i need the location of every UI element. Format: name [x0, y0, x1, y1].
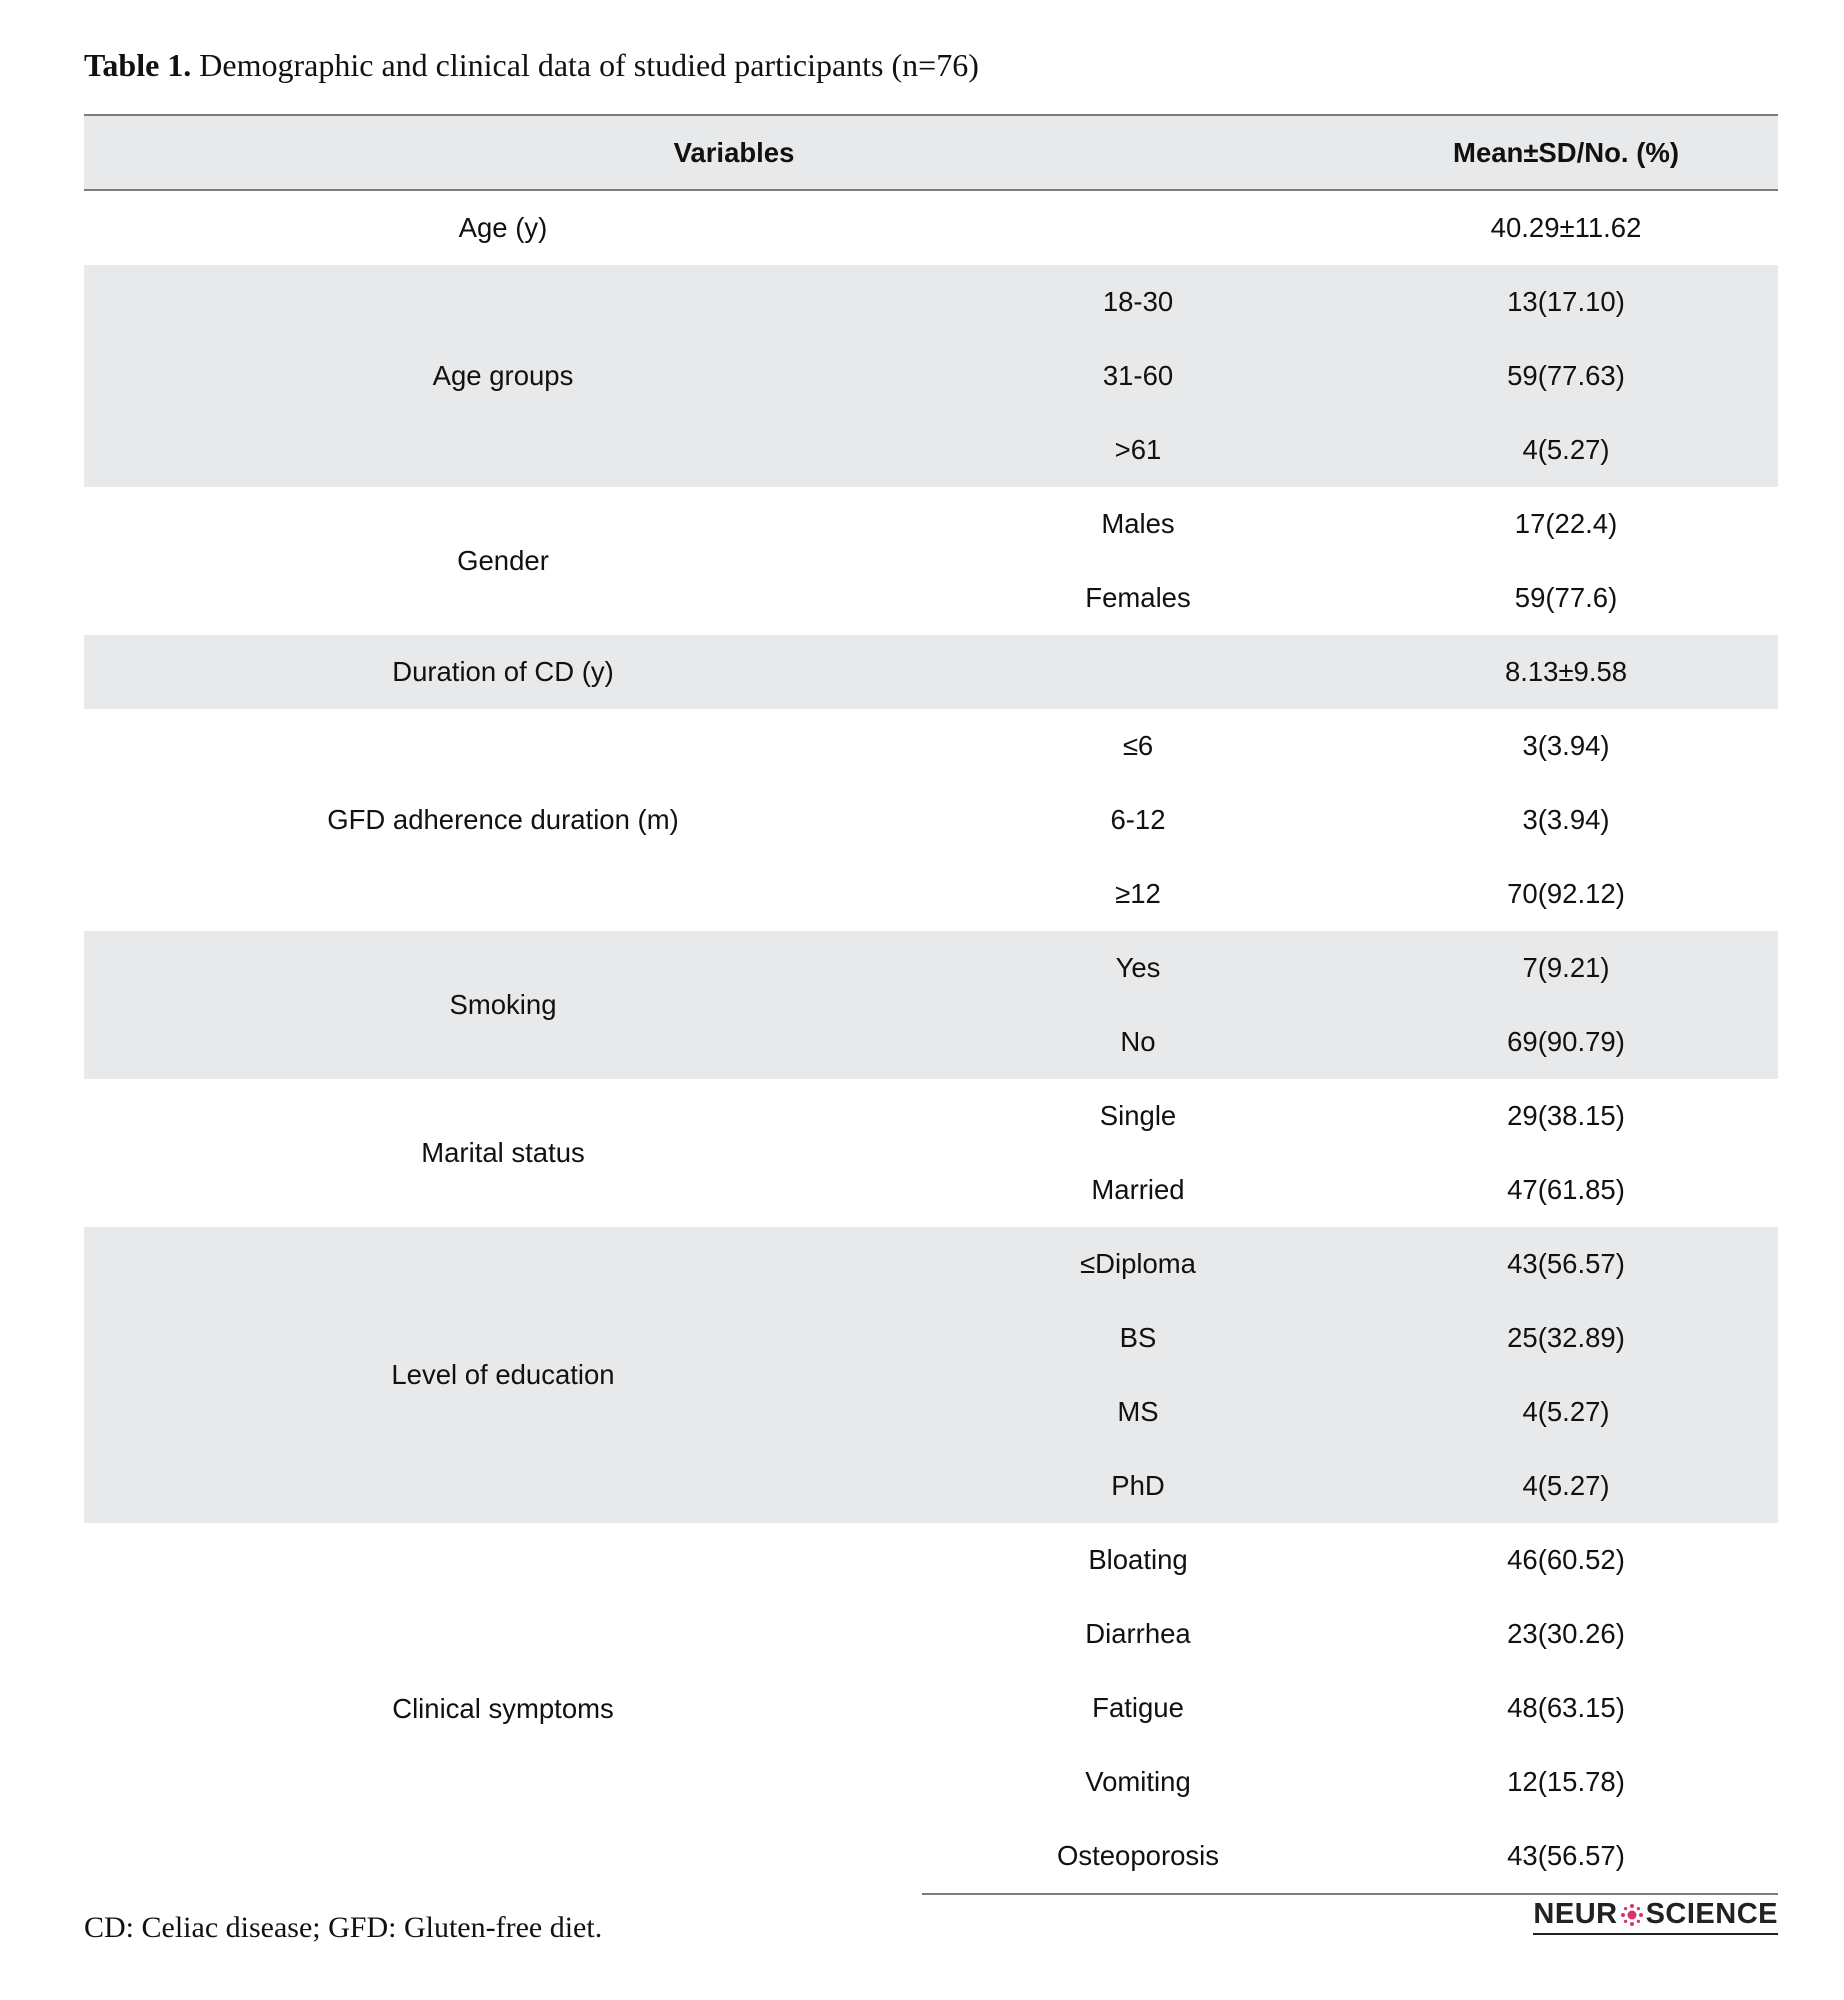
table-footnote: CD: Celiac disease; GFD: Gluten-free diet.	[84, 1911, 603, 1944]
value-cell: 29(38.15)	[1354, 1079, 1778, 1153]
neuroscience-logo	[1533, 1898, 1778, 1935]
subcategory-cell: 18-30	[922, 265, 1354, 339]
subcategory-cell: 6-12	[922, 783, 1354, 857]
neuron-o-icon	[1620, 1903, 1644, 1927]
logo-text-right: SCIENCE	[1645, 1898, 1778, 1930]
table-caption-text: Demographic and clinical data of studied participants (n=76)	[199, 47, 979, 83]
subcategory-cell: ≤Diploma	[922, 1227, 1354, 1301]
row-group	[84, 709, 1778, 931]
value-cell: 4(5.27)	[1354, 413, 1778, 487]
value-cell: 43(56.57)	[1354, 1819, 1778, 1894]
subcategory-cell	[922, 190, 1354, 265]
value-cell: 8.13±9.58	[1354, 635, 1778, 709]
subcategory-cell: MS	[922, 1375, 1354, 1449]
table-row	[84, 265, 1778, 339]
variable-label: Duration of CD (y)	[84, 635, 922, 709]
table-row	[84, 709, 1778, 783]
value-cell: 43(56.57)	[1354, 1227, 1778, 1301]
value-cell: 7(9.21)	[1354, 931, 1778, 1005]
row-group	[84, 190, 1778, 265]
variable-label: Level of education	[84, 1227, 922, 1523]
variable-label: Gender	[84, 487, 922, 635]
subcategory-cell: Females	[922, 561, 1354, 635]
subcategory-cell: Osteoporosis	[922, 1819, 1354, 1894]
row-group	[84, 1079, 1778, 1227]
variable-label: Clinical symptoms	[84, 1523, 922, 1894]
value-cell: 59(77.6)	[1354, 561, 1778, 635]
value-cell: 59(77.63)	[1354, 339, 1778, 413]
subcategory-cell: Yes	[922, 931, 1354, 1005]
subcategory-cell	[922, 635, 1354, 709]
row-group	[84, 635, 1778, 709]
subcategory-cell: Males	[922, 487, 1354, 561]
value-cell: 12(15.78)	[1354, 1745, 1778, 1819]
value-cell: 69(90.79)	[1354, 1005, 1778, 1079]
value-cell: 40.29±11.62	[1354, 190, 1778, 265]
subcategory-cell: Vomiting	[922, 1745, 1354, 1819]
subcategory-cell: PhD	[922, 1449, 1354, 1523]
value-cell: 46(60.52)	[1354, 1523, 1778, 1597]
value-cell: 47(61.85)	[1354, 1153, 1778, 1227]
subcategory-cell: Married	[922, 1153, 1354, 1227]
table-caption-label: Table 1.	[84, 47, 192, 83]
value-cell: 70(92.12)	[1354, 857, 1778, 931]
subcategory-cell: 31-60	[922, 339, 1354, 413]
subcategory-cell: >61	[922, 413, 1354, 487]
row-group	[84, 1227, 1778, 1523]
value-cell: 48(63.15)	[1354, 1671, 1778, 1745]
variable-label: Marital status	[84, 1079, 922, 1227]
value-cell: 3(3.94)	[1354, 783, 1778, 857]
demographics-table	[84, 114, 1778, 1895]
value-cell: 23(30.26)	[1354, 1597, 1778, 1671]
row-group	[84, 931, 1778, 1079]
subcategory-cell: No	[922, 1005, 1354, 1079]
subcategory-cell: Single	[922, 1079, 1354, 1153]
subcategory-cell: ≥12	[922, 857, 1354, 931]
value-cell: 25(32.89)	[1354, 1301, 1778, 1375]
subcategory-cell: Bloating	[922, 1523, 1354, 1597]
value-cell: 4(5.27)	[1354, 1449, 1778, 1523]
table-row	[84, 1523, 1778, 1597]
row-group	[84, 487, 1778, 635]
table-row	[84, 931, 1778, 1005]
header-variables: Variables	[84, 115, 1354, 190]
table-caption	[84, 40, 979, 90]
table-row	[84, 190, 1778, 265]
variable-label: GFD adherence duration (m)	[84, 709, 922, 931]
value-cell: 3(3.94)	[1354, 709, 1778, 783]
table-row	[84, 635, 1778, 709]
subcategory-cell: Fatigue	[922, 1671, 1354, 1745]
variable-label: Smoking	[84, 931, 922, 1079]
logo-text-left: NEUR	[1533, 1898, 1618, 1930]
variable-label: Age groups	[84, 265, 922, 487]
header-mean-sd: Mean±SD/No. (%)	[1354, 115, 1778, 190]
value-cell: 4(5.27)	[1354, 1375, 1778, 1449]
table-row	[84, 487, 1778, 561]
table-row	[84, 1079, 1778, 1153]
value-cell: 13(17.10)	[1354, 265, 1778, 339]
row-group	[84, 265, 1778, 487]
subcategory-cell: ≤6	[922, 709, 1354, 783]
subcategory-cell: BS	[922, 1301, 1354, 1375]
table-header-row	[84, 115, 1778, 190]
subcategory-cell: Diarrhea	[922, 1597, 1354, 1671]
row-group	[84, 1523, 1778, 1894]
value-cell: 17(22.4)	[1354, 487, 1778, 561]
variable-label: Age (y)	[84, 190, 922, 265]
table-row	[84, 1227, 1778, 1301]
